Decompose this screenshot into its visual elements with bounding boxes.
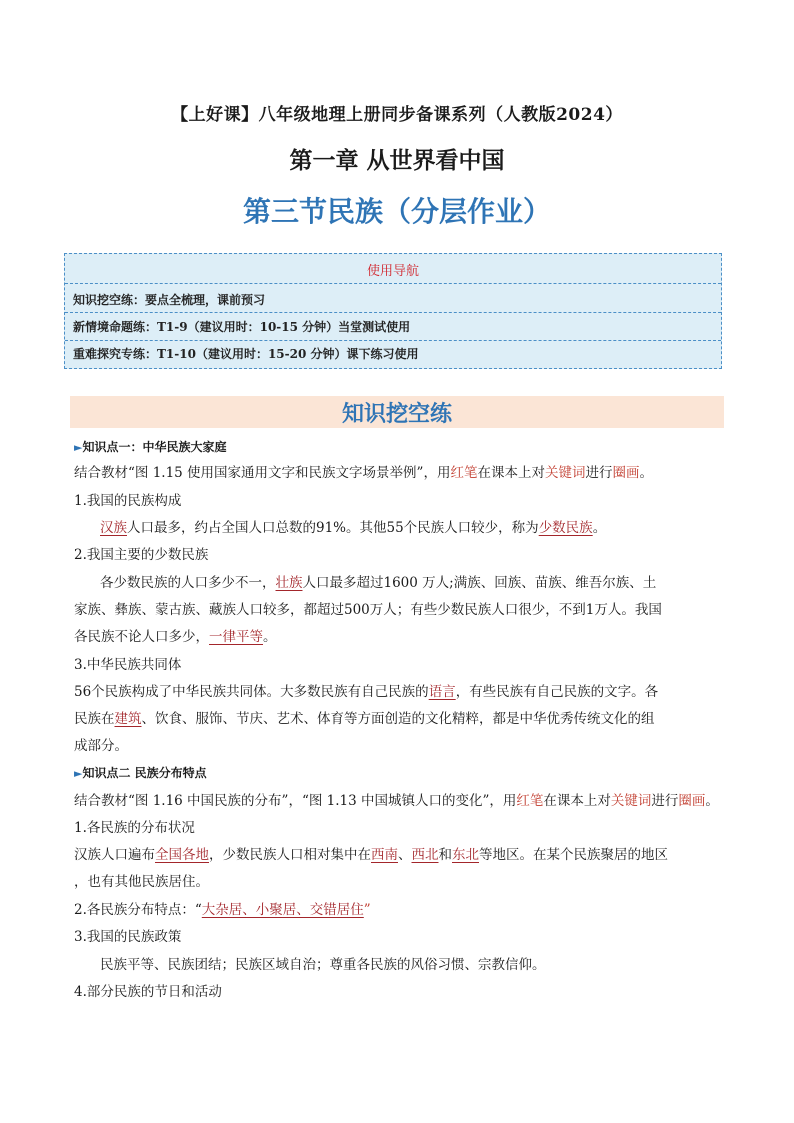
fill-blank-answer: 一律平等 [209, 629, 263, 645]
subheading: 2.我国主要的少数民族 [74, 547, 209, 563]
fill-blank-answer: 语言 [428, 684, 456, 700]
guide-divider [65, 340, 721, 341]
fill-blank-answer: 汉族 [100, 520, 127, 536]
banner-title: 知识挖空练 [341, 402, 452, 427]
paragraph: 民族平等、民族团结；民族区域自治；尊重各民族的风俗习惯、宗教信仰。 [100, 957, 546, 973]
usage-guide-box [64, 253, 722, 369]
subheading: 3.中华民族共同体 [74, 657, 182, 673]
series-title: 【上好课】八年级地理上册同步备课系列（人教版2024） [171, 105, 623, 125]
section-title: 第三节民族（分层作业） [242, 195, 551, 228]
fill-blank-answer: 西南 [371, 847, 398, 863]
subheading: 4.部分民族的节日和活动 [74, 984, 222, 1000]
guide-title: 使用导航 [366, 264, 419, 279]
triangle-marker-icon: ► [74, 767, 83, 780]
subheading: 1.我国的民族构成 [74, 493, 182, 509]
chapter-title: 第一章 从世界看中国 [289, 148, 505, 174]
knowledge-point-2-heading [74, 763, 207, 784]
knowledge-point-title: 知识点二 民族分布特点 [82, 766, 207, 780]
fill-blank-answer: 东北 [452, 847, 479, 863]
triangle-marker-icon: ► [74, 441, 83, 454]
paragraph: 汉族人口最多，约占全国人口总数的91%。其他55个民族人口较少，称为少数民族。 [100, 520, 607, 536]
knowledge-point-1-heading [74, 437, 226, 458]
guide-row-preview: 知识挖空练：要点全梳理，课前预习 [73, 293, 266, 307]
knowledge-point-title: 知识点一：中华民族大家庭 [82, 440, 227, 454]
fill-blank-answer: 大杂居、小聚居、交错居住 [201, 902, 364, 918]
guide-divider [65, 283, 721, 284]
paragraph: 民族在建筑、饮食、服饰、节庆、艺术、体育等方面创造的文化精粹，都是中华优秀传统文化的组 [74, 711, 655, 727]
subheading: 1.各民族的分布状况 [74, 820, 195, 836]
paragraph: 家族、彝族、蒙古族、藏族人口较多，都超过500万人；有些少数民族人口很少，不到1万人。我国 [74, 602, 662, 618]
fill-blank-answer: 少数民族 [538, 520, 593, 536]
fill-blank-answer: 西北 [411, 847, 439, 863]
guide-divider [65, 312, 721, 313]
section-banner [70, 396, 724, 428]
paragraph: 成部分。 [74, 738, 128, 754]
paragraph: ，也有其他民族居住。 [74, 874, 209, 890]
paragraph: 各民族不论人口多少，一律平等。 [74, 629, 277, 645]
instruction-line: 结合教材“图 1.16 中国民族的分布”，“图 1.13 中国城镇人口的变化”，用红笔在课本上对关键词进行圈画。 [74, 793, 719, 809]
fill-blank-answer: 壮族 [275, 575, 303, 591]
fill-blank-answer: 建筑 [114, 711, 142, 727]
paragraph: 各少数民族的人口多少不一，壮族人口最多超过1600 万人;满族、回族、苗族、维吾尔族、土 [100, 575, 657, 591]
guide-row-hard-practice: 重难探究专练：T1-10（建议用时：15-20 分钟）课下练习使用 [73, 347, 419, 361]
fill-blank-answer: 全国各地 [155, 847, 209, 863]
guide-row-new-context: 新情境命题练：T1-9（建议用时：10-15 分钟）当堂测试使用 [73, 320, 411, 334]
paragraph: 56个民族构成了中华民族共同体。大多数民族有自己民族的语言，有些民族有自己民族的文字。各 [74, 684, 659, 700]
instruction-line: 结合教材“图 1.15 使用国家通用文字和民族文字场景举例”，用红笔在课本上对关键词进行圈画。 [74, 465, 653, 481]
subheading: 2.各民族分布特点：“大杂居、小聚居、交错居住” [74, 902, 371, 918]
paragraph: 汉族人口遍布全国各地，少数民族人口相对集中在西南、西北和东北等地区。在某个民族聚居的地区 [74, 847, 668, 863]
subheading: 3.我国的民族政策 [74, 929, 182, 945]
